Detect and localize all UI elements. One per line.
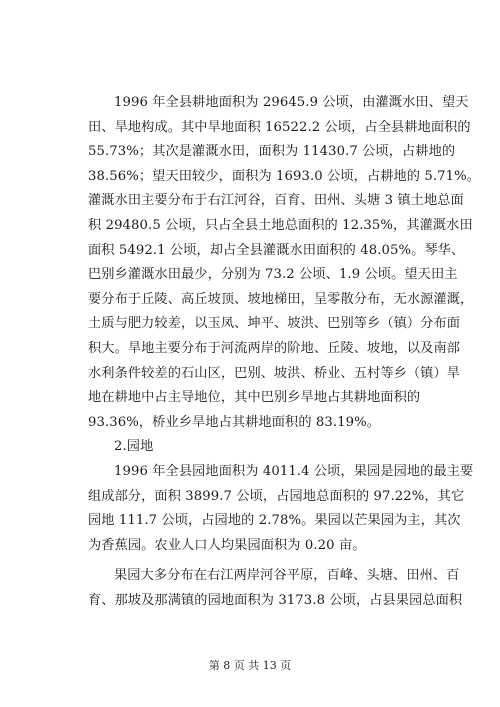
paragraph-line: 田、旱地构成。其中旱地面积 16522.2 公顷，占全县耕地面积的	[88, 119, 471, 135]
paragraph-line: 灌溉水田主要分布于右江河谷，百育、田州、头塘 3 镇土地总面	[88, 193, 464, 209]
paragraph-line: 1996 年全县耕地面积为 29645.9 公顷，由灌溉水田、望天	[114, 95, 469, 110]
paragraph-line: 果园大多分布在右江两岸河谷平原，百峰、头塘、田州、百	[114, 568, 460, 584]
paragraph-line: 38.56%；望天田较少，面积为 1693.0 公顷，占耕地的 5.71%。	[88, 168, 481, 184]
paragraph-line: 巴别乡灌溉水田最少，分别为 73.2 公顷、1.9 公顷。望天田主	[88, 267, 458, 283]
paragraph-line: 面积 5492.1 公顷，却占全县灌溉水田面积的 48.05%。琴华、	[88, 242, 465, 258]
paragraph-line: 积大。旱地主要分布于河流两岸的阶地、丘陵、坡地，以及南部	[88, 340, 461, 356]
page-footer: 第 8 页 共 13 页	[208, 659, 292, 672]
paragraph-line: 地在耕地中占主导地位，其中巴别乡旱地占其耕地面积的	[88, 390, 421, 406]
paragraph-line: 93.36%，桥业乡旱地占其耕地面积的 83.19%。	[88, 414, 381, 430]
paragraph-line: 要分布于丘陵、高丘坡顶、坡地梯田，呈零散分布，无水源灌溉，	[88, 291, 474, 307]
paragraph-line: 水利条件较差的石山区，巴别、坡洪、桥业、五村等乡（镇）旱	[88, 365, 461, 381]
document-body	[88, 91, 481, 613]
section-heading: 2.园地	[114, 439, 154, 455]
paragraph-line: 55.73%；其次是灌溉水田，面积为 11430.7 公顷，占耕地的	[88, 144, 456, 160]
paragraph-line: 土质与肥力较差，以玉凤、坤平、坡洪、巴别等乡（镇）分布面	[88, 316, 461, 332]
paragraph-line: 为香蕉园。农业人口人均果园面积为 0.20 亩。	[88, 537, 366, 553]
paragraph-line: 育、那坡及那满镇的园地面积为 3173.8 公顷，占县果园总面积	[88, 592, 463, 608]
paragraph-line: 1996 年全县园地面积为 4011.4 公顷，果园是园地的最主要	[114, 463, 474, 479]
paragraph-line: 积 29480.5 公顷，只占全县土地总面积的 12.35%，其灌溉水田	[88, 217, 473, 233]
paragraph-line: 园地 111.7 公顷，占园地的 2.78%。果园以芒果园为主，其次	[88, 513, 461, 529]
paragraph-line: 组成部分，面积 3899.7 公顷，占园地总面积的 97.22%，其它	[88, 488, 465, 504]
